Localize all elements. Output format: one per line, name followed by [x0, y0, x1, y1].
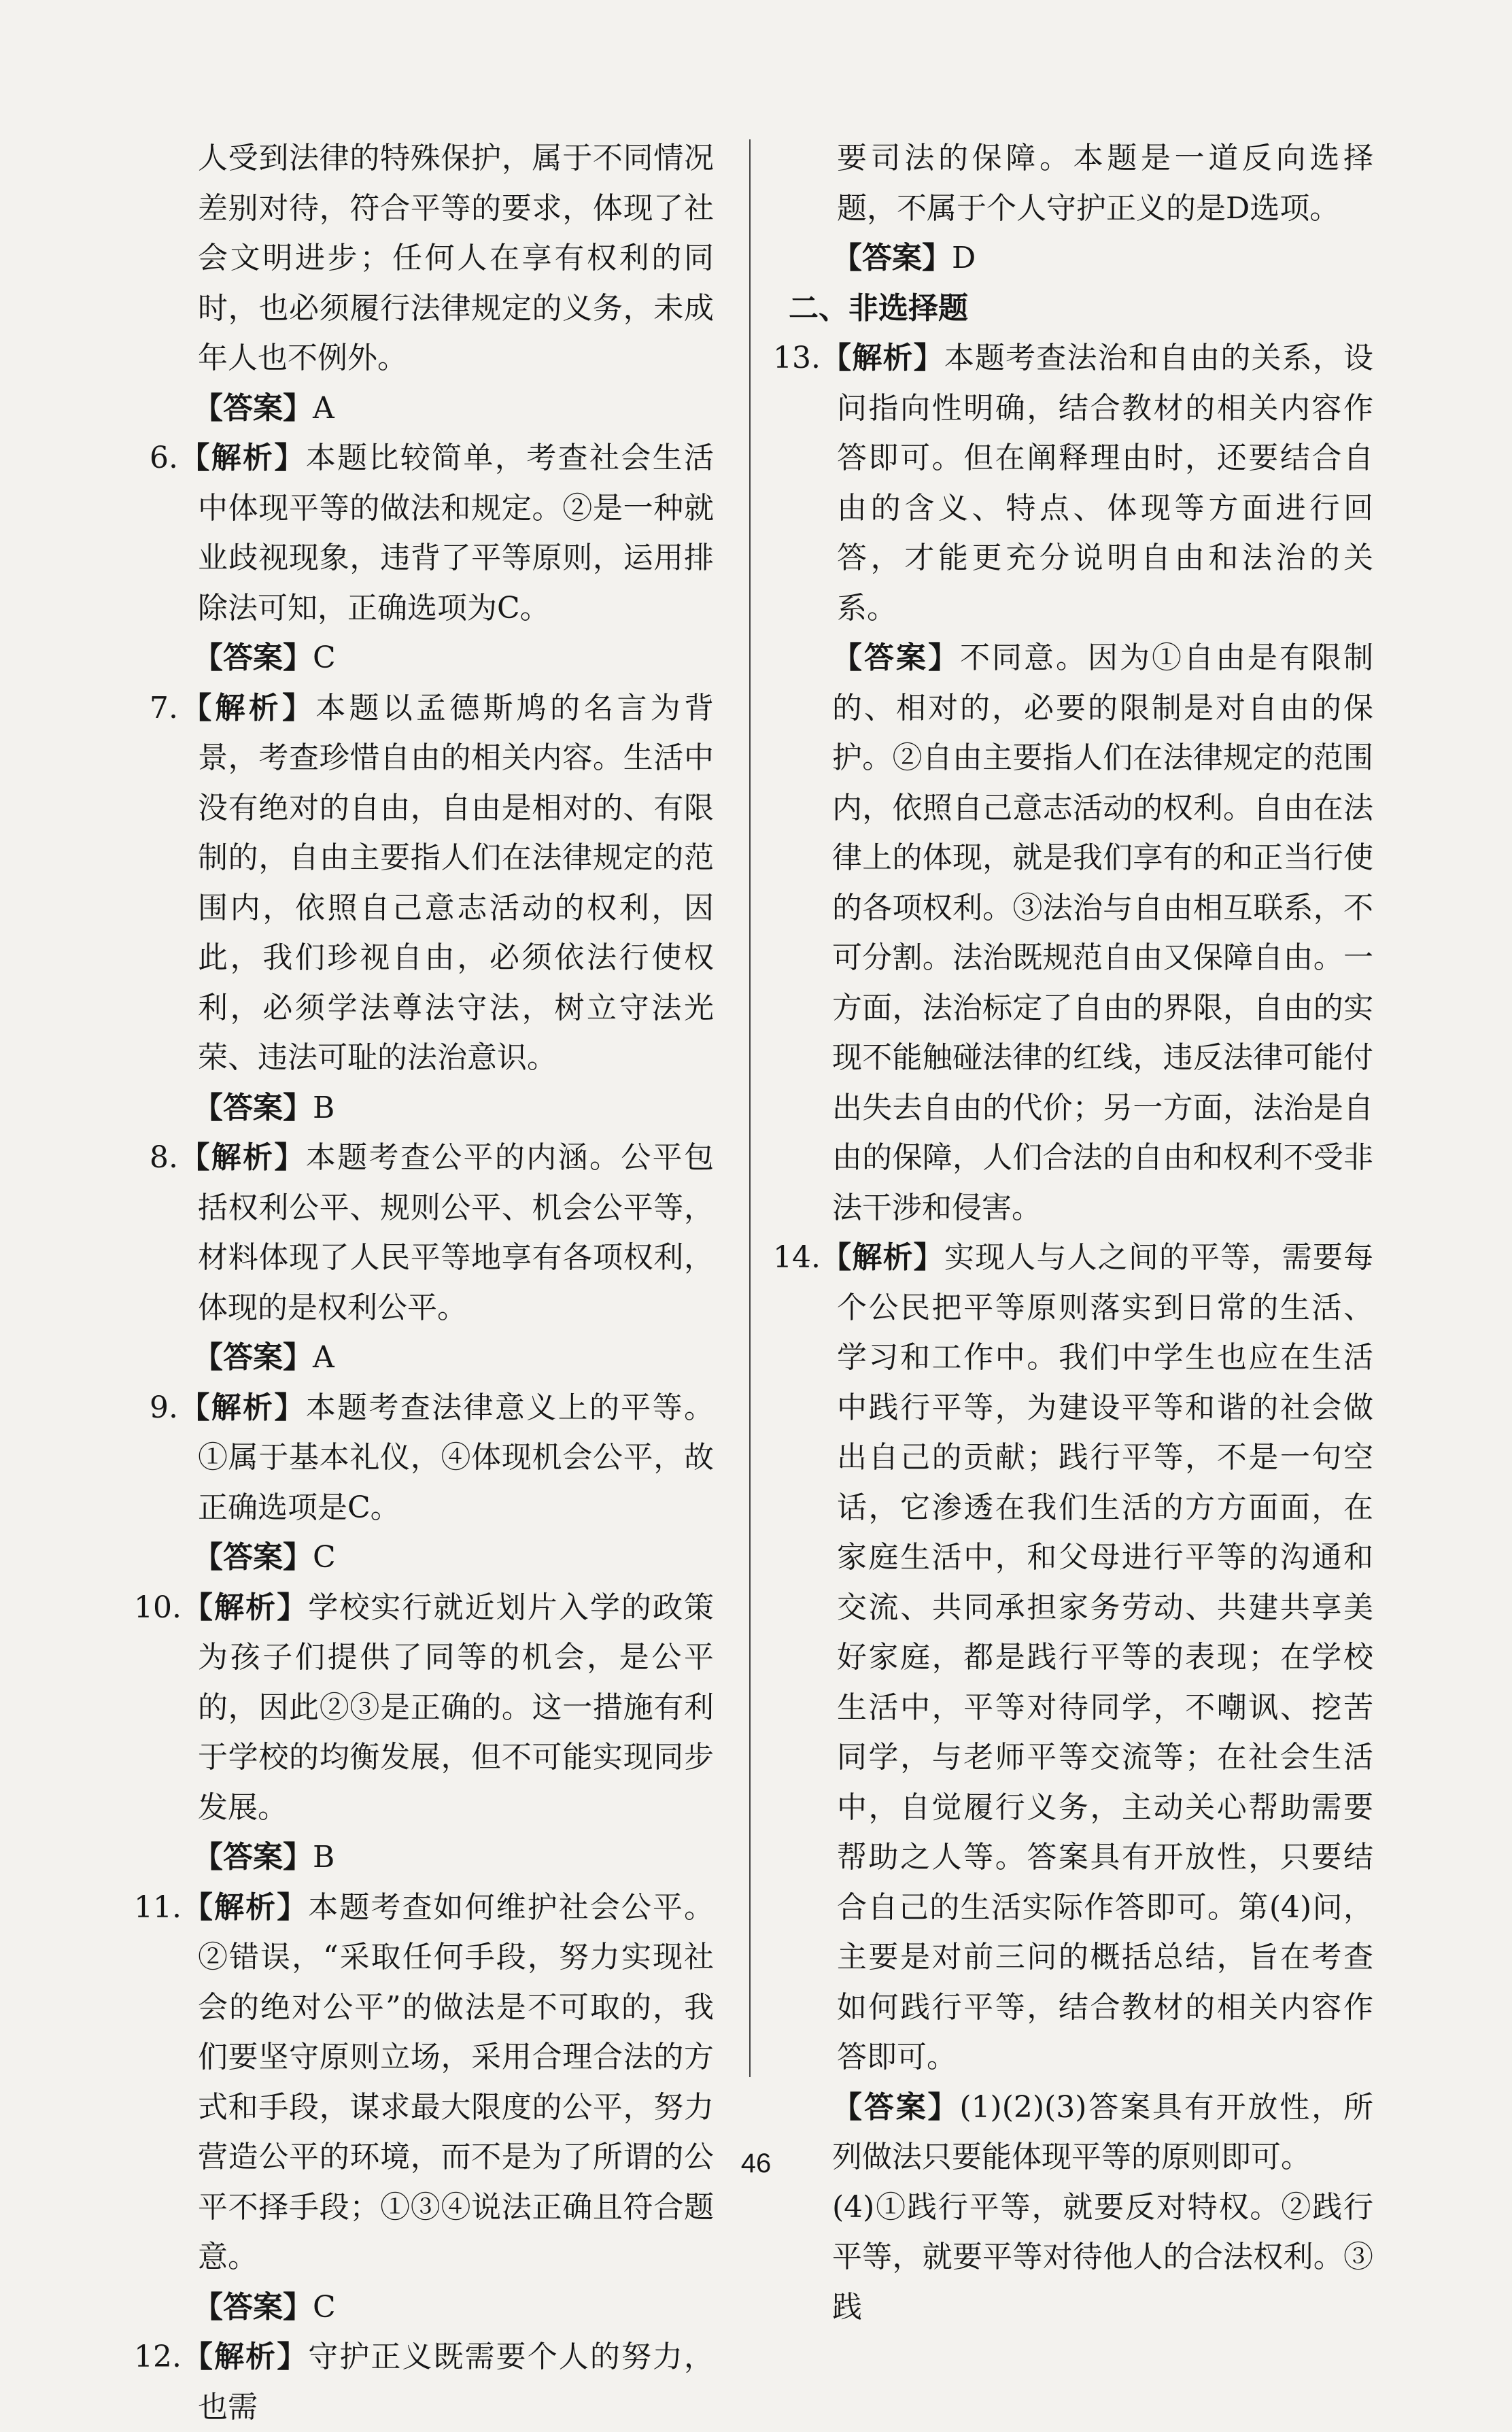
question-item — [150, 1133, 714, 1333]
answer-line — [150, 1832, 714, 1883]
question-item — [134, 1583, 715, 1833]
analysis-tag: 【解析】 — [820, 341, 944, 375]
answer-value: A — [313, 390, 334, 426]
column-divider — [749, 139, 751, 2077]
answer-tag: 【答案】 — [193, 1840, 313, 1874]
analysis-tag: 【解析】 — [177, 690, 316, 725]
analysis-tag: 【解析】 — [177, 441, 306, 475]
right-column — [773, 133, 1374, 2332]
analysis-tag: 【解析】 — [177, 1140, 306, 1175]
answer-tag: 【答案】 — [193, 640, 313, 675]
analysis-text: 学校实行就近划片入学的政策为孩子们提供了同等的机会，是公平的，因此②③是正确的。这一措施有利于学校的均衡发展，但不可能实现同步发展。 — [198, 1590, 715, 1825]
answer-value: C — [313, 2289, 336, 2325]
analysis-tag: 【解析】 — [181, 2340, 309, 2374]
answer-value: C — [313, 640, 336, 675]
question-number: 14. — [773, 1240, 821, 1275]
question-number: 7. — [150, 690, 178, 725]
answer-value: C — [313, 1540, 336, 1575]
answer-tag: 【答案】 — [193, 1340, 313, 1375]
question-item — [773, 1233, 1374, 2083]
answer-line — [789, 633, 1373, 1233]
question-item — [150, 683, 714, 1083]
answer-text: 不同意。因为①自由是有限制的、相对的，必要的限制是对自由的保护。②自由主要指人们在法律规定的范围内，依照自己意志活动的权利。自由在法律上的体现，就是我们享有的和正当行使的各项权利。③法治与自由相互联系，不可分割。法治既规范自由又保障自由。一方面，法治标定了自由的界限，自由的实现不能触碰法律的红线，违反法律可能付出失去自由的代价；另一方面，法治是自由的保障，人们合法的自由和权利不受非法干涉和侵害。 — [832, 640, 1373, 1225]
question-number: 9. — [150, 1390, 178, 1425]
answer-tag: 【答案】 — [193, 390, 313, 426]
answer-line — [150, 1083, 714, 1133]
answer-line — [150, 1532, 714, 1583]
answer-tag: 【答案】 — [832, 2089, 960, 2125]
analysis-text: 本题以孟德斯鸠的名言为背景，考查珍惜自由的相关内容。生活中没有绝对的自由，自由是相对的、有限制的，自由主要指人们在法律规定的范围内，依照自己意志活动的权利，因此，我们珍视自由，必须依法行使权利，必须学法尊法守法，树立守法光荣、违法可耻的法治意识。 — [198, 690, 715, 1075]
question-number: 10. — [134, 1590, 182, 1625]
analysis-text: 本题考查法律意义上的平等。①属于基本礼仪，④体现机会公平，故正确选项是C。 — [198, 1390, 715, 1525]
paragraph: 人受到法律的特殊保护，属于不同情况差别对待，符合平等的要求，体现了社会文明进步；任何人在享有权利的同时，也必须履行法律规定的义务，未成年人也不例外。 — [198, 141, 714, 375]
question-item — [134, 2332, 715, 2432]
question-item — [150, 1383, 714, 1533]
analysis-text: 本题考查如何维护社会公平。②错误，“采取任何手段，努力实现社会的绝对公平”的做法是不可取的，我们要坚守原则立场，采用合理合法的方式和手段，谋求最大限度的公平，努力营造公平的环境，而不是为了所谓的公平不择手段；①③④说法正确且符合题意。 — [198, 1889, 715, 2274]
analysis-tag: 【解析】 — [181, 1590, 309, 1625]
answer-line — [150, 383, 714, 434]
answer-line — [789, 233, 1373, 284]
analysis-text: 实现人与人之间的平等，需要每个公民把平等原则落实到日常的生活、学习和工作中。我们中学生也应在生活中践行平等，为建设平等和谐的社会做出自己的贡献；践行平等，不是一句空话，它渗透在我们生活的方方面面，在家庭生活中，和父母进行平等的沟通和交流、共同承担家务劳动、共建共享美好家庭，都是践行平等的表现；在学校生活中，平等对待同学，不嘲讽、挖苦同学，与老师平等交流等；在社会生活中，自觉履行义务，主动关心帮助需要帮助之人等。答案具有开放性，只要结合自己的生活实际作答即可。第(4)问，主要是对前三问的概括总结，旨在考查如何践行平等，结合教材的相关内容作答即可。 — [837, 1240, 1374, 2074]
page-number: 46 — [740, 2148, 772, 2178]
answer-tag: 【答案】 — [832, 241, 952, 275]
question-number: 12. — [134, 2340, 182, 2374]
answer-tag: 【答案】 — [193, 2289, 313, 2325]
answer-continuation: (4)①践行平等，就要反对特权。②践行平等，就要平等对待他人的合法权利。③践 — [832, 2189, 1373, 2325]
analysis-tag: 【解析】 — [820, 1240, 944, 1275]
question-number: 8. — [150, 1140, 178, 1175]
question-number: 6. — [150, 441, 178, 475]
question-item — [773, 333, 1374, 633]
section-heading: 二、非选择题 — [789, 290, 968, 326]
analysis-text: 本题考查公平的内涵。公平包括权利公平、规则公平、机会公平等，材料体现了人民平等地享有各项权利，体现的是权利公平。 — [198, 1140, 715, 1325]
answer-tag: 【答案】 — [193, 1540, 313, 1575]
analysis-tag: 【解析】 — [181, 1889, 309, 1925]
analysis-text: 本题考查法治和自由的关系，设问指向性明确，结合教材的相关内容作答即可。但在阐释理由时，还要结合自由的含义、特点、体现等方面进行回答，才能更充分说明自由和法治的关系。 — [837, 341, 1374, 626]
answer-line — [150, 633, 714, 683]
question-item — [150, 433, 714, 633]
question-item — [134, 1883, 715, 2282]
question-number: 13. — [773, 341, 821, 375]
analysis-text: 守护正义既需要个人的努力，也需 — [198, 2340, 715, 2425]
question-number: 11. — [134, 1889, 182, 1925]
analysis-text: 本题比较简单，考查社会生活中体现平等的做法和规定。②是一种就业歧视现象，违背了平等原则，运用排除法可知，正确选项为C。 — [198, 441, 715, 626]
answer-line — [150, 1333, 714, 1383]
analysis-tag: 【解析】 — [177, 1390, 306, 1425]
answer-line — [150, 2282, 714, 2333]
answer-tag: 【答案】 — [832, 640, 960, 675]
answer-value: B — [313, 1090, 335, 1125]
answer-text: (1)(2)(3)答案具有开放性，所列做法只要能体现平等的原则即可。 — [832, 2089, 1373, 2174]
left-column — [134, 133, 715, 2432]
answer-value: A — [313, 1340, 334, 1375]
answer-tag: 【答案】 — [193, 1090, 313, 1125]
paragraph: 要司法的保障。本题是一道反向选择题，不属于个人守护正义的是D选项。 — [837, 141, 1373, 226]
answer-value: B — [313, 1840, 335, 1874]
answer-value: D — [952, 241, 976, 275]
